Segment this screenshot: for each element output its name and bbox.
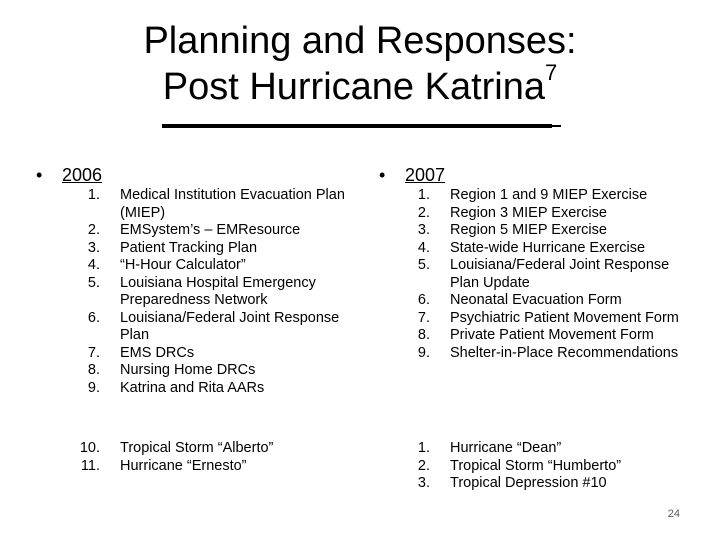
list-item-text: EMS DRCs (120, 344, 195, 361)
list-item-text: “H-Hour Calculator” (120, 257, 246, 273)
list-item-number: 4. (87, 257, 100, 273)
list-item-text: Tropical Storm “Alberto” (120, 440, 274, 456)
list-item (64, 440, 354, 458)
list-item-text: Hurricane “Ernesto” (120, 457, 247, 474)
list-item-number: 5. (417, 257, 430, 273)
list-item (394, 327, 694, 345)
list-item-number: 2. (87, 222, 100, 238)
list-item (64, 240, 354, 258)
list-item-number: 9. (87, 379, 100, 396)
list-item-number: 8. (87, 362, 100, 378)
list-item (394, 310, 694, 328)
list-item (394, 187, 694, 205)
right-list (394, 187, 694, 362)
title-line-2-text: Post Hurricane Katrina (162, 66, 546, 108)
list-item (64, 187, 354, 222)
left-column-heading (36, 164, 102, 186)
list-item-text: Patient Tracking Plan (120, 239, 258, 256)
list-item (64, 362, 354, 380)
list-item (394, 475, 694, 493)
list-item-text: Louisiana/Federal Joint Response Plan Update (450, 257, 670, 291)
list-item-number: 1. (87, 187, 100, 203)
list-item-text: Hurricane “Dean” (450, 440, 562, 456)
list-item-number: 5. (87, 274, 100, 291)
list-item-text: Tropical Depression #10 (450, 475, 607, 491)
list-item-number: 10. (79, 440, 100, 456)
list-item-text: Psychiatric Patient Movement Form (450, 309, 679, 326)
list-item-text: Nursing Home DRCs (120, 362, 256, 378)
list-item-text: Region 1 and 9 MIEP Exercise (450, 187, 648, 203)
list-item-number: 9. (417, 344, 430, 361)
left-bullet: • (36, 165, 43, 185)
list-item (64, 257, 354, 275)
list-item (64, 458, 354, 476)
list-item-text: Shelter-in-Place Recommendations (450, 344, 679, 361)
list-item-number: 2. (417, 457, 430, 474)
left-list (64, 187, 354, 397)
right-heading-year: 2007 (405, 165, 446, 185)
list-item-number: 1. (417, 440, 430, 456)
list-item-number: 1. (417, 187, 430, 203)
list-item-text: Medical Institution Evacuation Plan (MIEP) (120, 187, 345, 221)
list-item-text: Region 5 MIEP Exercise (450, 222, 607, 238)
list-item-text: Neonatal Evacuation Form (450, 292, 622, 308)
list-item (394, 205, 694, 223)
list-item (394, 222, 694, 240)
list-item-text: State-wide Hurricane Exercise (450, 239, 646, 256)
right-list-secondary (394, 440, 694, 493)
list-item-number: 8. (417, 327, 430, 343)
list-item-text: Private Patient Movement Form (450, 327, 654, 343)
list-item-number: 6. (417, 292, 430, 308)
list-item-text: Louisiana/Federal Joint Response Plan (120, 309, 340, 343)
list-item-text: Region 3 MIEP Exercise (450, 204, 607, 221)
title-underline-tail (552, 125, 561, 127)
list-item-number: 7. (417, 309, 430, 326)
list-item-number: 3. (417, 475, 430, 491)
left-heading-year: 2006 (62, 165, 103, 185)
list-item-number: 6. (87, 309, 100, 326)
list-item-text: Katrina and Rita AARs (120, 379, 265, 396)
list-item (64, 345, 354, 363)
list-item (394, 240, 694, 258)
list-item-number: 3. (87, 239, 100, 256)
left-list-secondary (64, 440, 354, 475)
list-item (64, 222, 354, 240)
list-item (64, 380, 354, 398)
title-underline (162, 124, 552, 128)
list-item (64, 275, 354, 310)
list-item-number: 2. (417, 204, 430, 221)
list-item-text: Louisiana Hospital Emergency Preparedness Network (120, 274, 316, 308)
right-bullet: • (379, 165, 386, 185)
list-item (64, 310, 354, 345)
list-item (394, 458, 694, 476)
page-number: 24 (667, 508, 680, 520)
list-item-number: 3. (417, 222, 430, 238)
slide-title (80, 18, 640, 110)
list-item-text: Tropical Storm “Humberto” (450, 457, 622, 474)
list-item (394, 440, 694, 458)
list-item-number: 4. (417, 239, 430, 256)
list-item (394, 292, 694, 310)
title-line-2 (80, 60, 640, 110)
title-line-1: Planning and Responses: (143, 20, 577, 62)
list-item-number: 7. (87, 344, 100, 361)
title-superscript: 7 (545, 60, 558, 85)
list-item (394, 257, 694, 292)
list-item-number: 11. (80, 457, 100, 474)
list-item-text: EMSystem’s – EMResource (120, 222, 301, 238)
right-column-heading (379, 164, 445, 186)
list-item (394, 345, 694, 363)
